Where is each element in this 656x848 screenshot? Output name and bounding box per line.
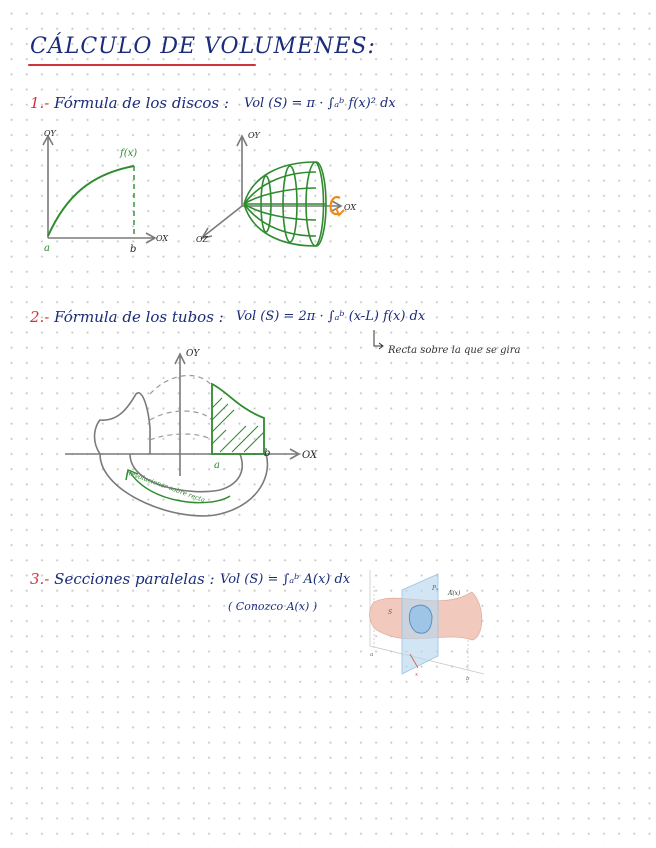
annotation-arrow bbox=[368, 330, 388, 352]
axis-label-oz: OZ bbox=[196, 235, 209, 244]
section-3-sections-graph bbox=[360, 562, 490, 682]
section-3-formula: Vol (S) = ∫ₐᵇ A(x) dx bbox=[220, 572, 351, 587]
point-b-label-3: b bbox=[466, 676, 470, 682]
point-a-label-2: a bbox=[214, 460, 220, 471]
section-1-function-graph bbox=[36, 126, 176, 256]
axis-label-oy-3d: OY bbox=[248, 131, 260, 140]
axis-label-oy: OY bbox=[44, 129, 56, 138]
section-1-solid-graph bbox=[190, 126, 370, 266]
title-underline bbox=[28, 64, 256, 66]
section-1-formula: Vol (S) = π · ∫ₐᵇ f(x)² dx bbox=[244, 96, 396, 111]
section-3-heading bbox=[30, 570, 215, 588]
section-1-title: Fórmula de los discos : bbox=[54, 94, 229, 112]
point-a-label: a bbox=[44, 243, 50, 254]
function-label: f(x) bbox=[120, 148, 138, 159]
section-1-number: 1.- bbox=[30, 94, 50, 112]
axis-label-ox: OX bbox=[156, 234, 169, 243]
rotation-line-note: Recta sobre la que se gira bbox=[388, 345, 521, 356]
section-2-formula: Vol (S) = 2π · ∫ₐᵇ (x-L) f(x) dx bbox=[236, 309, 426, 324]
axis-label-ox-2: OX bbox=[302, 450, 318, 461]
section-3-number: 3.- bbox=[30, 570, 50, 588]
axis-label-oy-2: OY bbox=[186, 349, 200, 359]
point-b-label-2: b bbox=[264, 448, 271, 459]
section-2-shell-graph bbox=[60, 344, 330, 524]
plane-label-p: Pₓ bbox=[432, 585, 439, 592]
revolve-label: Revolucionar sobre recta bbox=[125, 468, 207, 505]
point-a-label-3: a bbox=[370, 652, 374, 658]
section-2-number: 2.- bbox=[30, 308, 50, 326]
axis-label-ox-3d: OX bbox=[344, 203, 357, 212]
area-label: A(x) bbox=[448, 590, 461, 597]
section-1-heading bbox=[30, 94, 229, 112]
solid-label-s: S bbox=[388, 609, 393, 616]
point-b-label: b bbox=[130, 244, 137, 255]
section-3-note: ( Conozco A(x) ) bbox=[228, 600, 318, 613]
page-title: CÁLCULO DE VOLUMENES: bbox=[30, 34, 376, 59]
section-3-title: Secciones paralelas : bbox=[54, 570, 215, 588]
point-x-label: x bbox=[415, 672, 419, 678]
section-2-title: Fórmula de los tubos : bbox=[54, 308, 224, 326]
section-2-heading bbox=[30, 308, 224, 326]
